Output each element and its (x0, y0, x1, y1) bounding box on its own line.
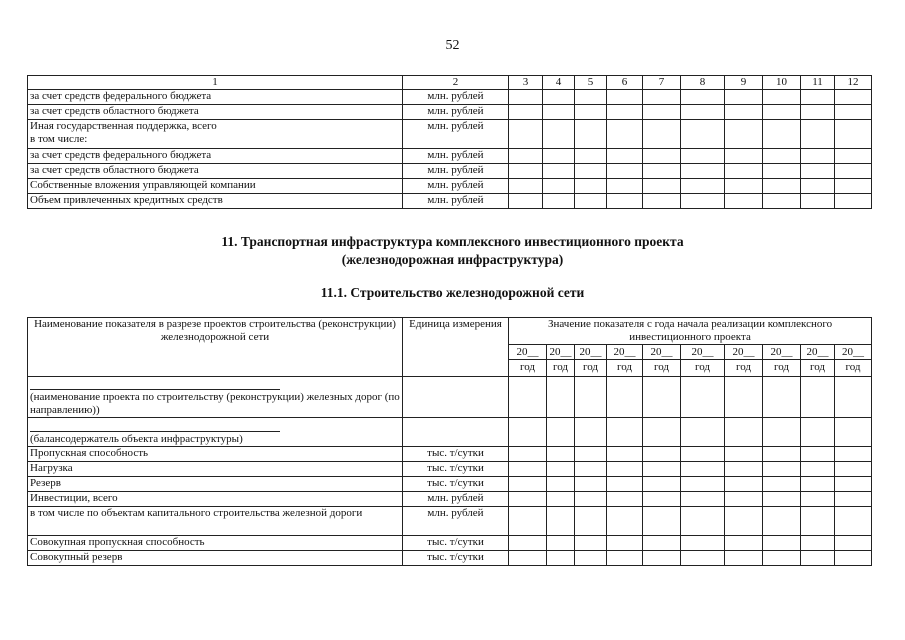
table-row (28, 477, 872, 492)
column-number: 7 (643, 76, 681, 90)
railway-table (27, 317, 872, 566)
row-label: за счет средств областного бюджета (28, 164, 403, 179)
column-number: 3 (509, 76, 543, 90)
table-row (28, 492, 872, 507)
row-unit: млн. рублей (403, 120, 509, 149)
row-unit: тыс. т/сутки (403, 462, 509, 477)
row-label: за счет средств федерального бюджета (28, 90, 403, 105)
row-unit: млн. рублей (403, 194, 509, 209)
row-unit: млн. рублей (403, 179, 509, 194)
project-name-label: (наименование проекта по строительству (реконструкции) железных дорог (по направлению)) (28, 377, 403, 418)
column-number: 5 (575, 76, 607, 90)
column-number: 4 (543, 76, 575, 90)
row-unit: млн. рублей (403, 492, 509, 507)
row-unit: тыс. т/сутки (403, 536, 509, 551)
table-row (28, 447, 872, 462)
row-label: Пропускная способность (28, 447, 403, 462)
column-number: 2 (403, 76, 509, 90)
table-row (28, 164, 872, 179)
table-row (28, 149, 872, 164)
table-row (28, 179, 872, 194)
table-row (28, 105, 872, 120)
row-label: Совокупный резерв (28, 551, 403, 566)
year-header: 20__ год (801, 345, 835, 377)
budget-table (27, 75, 872, 209)
row-label: Нагрузка (28, 462, 403, 477)
row-label: за счет средств областного бюджета (28, 105, 403, 120)
row-label: Объем привлеченных кредитных средств (28, 194, 403, 209)
row-unit: тыс. т/сутки (403, 477, 509, 492)
column-number: 9 (725, 76, 763, 90)
row-label: Собственные вложения управляющей компании (28, 179, 403, 194)
row-label: Совокупная пропускная способность (28, 536, 403, 551)
row-unit: тыс. т/сутки (403, 447, 509, 462)
table-row (28, 536, 872, 551)
column-number: 10 (763, 76, 801, 90)
table-header-row (28, 318, 872, 345)
table-row (28, 194, 872, 209)
table-row (28, 90, 872, 105)
table-row (28, 462, 872, 477)
table-row (28, 551, 872, 566)
row-unit: млн. рублей (403, 149, 509, 164)
row-unit: млн. рублей (403, 507, 509, 536)
table-row (28, 507, 872, 536)
row-unit: млн. рублей (403, 105, 509, 120)
row-label: Резерв (28, 477, 403, 492)
row-label: в том числе по объектам капитального строительства железной дороги (28, 507, 403, 536)
owner-row (28, 418, 872, 447)
row-label: за счет средств федерального бюджета (28, 149, 403, 164)
column-number: 1 (28, 76, 403, 90)
year-header: 20__ год (607, 345, 643, 377)
year-header: 20__ год (643, 345, 681, 377)
year-header: 20__ год (725, 345, 763, 377)
indicator-name-header: Наименование показателя в разрезе проектов строительства (реконструкции) железнодорожной сети (28, 318, 403, 377)
section-title: 11. Транспортная инфраструктура комплексного инвестиционного проекта (железнодорожная инфраструктура) (221, 234, 684, 267)
row-unit: тыс. т/сутки (403, 551, 509, 566)
year-header: 20__ год (681, 345, 725, 377)
year-header: 20__ год (509, 345, 547, 377)
subsection-title: 11.1. Строительство железнодорожной сети (320, 285, 585, 300)
column-number: 11 (801, 76, 835, 90)
row-label: Иная государственная поддержка, всего в том числе: (28, 120, 403, 149)
year-header: 20__ год (835, 345, 872, 377)
row-unit: млн. рублей (403, 164, 509, 179)
column-number: 6 (607, 76, 643, 90)
project-name-row (28, 377, 872, 418)
row-label: Инвестиции, всего (28, 492, 403, 507)
values-header: Значение показателя с года начала реализации комплексного инвестиционного проекта (509, 318, 872, 345)
column-number: 8 (681, 76, 725, 90)
table-row (28, 120, 872, 149)
owner-label: (балансодержатель объекта инфраструктуры) (28, 418, 403, 447)
page-number: 52 (445, 38, 460, 53)
year-header: 20__ год (763, 345, 801, 377)
row-unit: млн. рублей (403, 90, 509, 105)
year-header: 20__ год (547, 345, 575, 377)
unit-header: Единица измерения (403, 318, 509, 377)
year-header: 20__ год (575, 345, 607, 377)
column-number: 12 (835, 76, 872, 90)
table-header-row (28, 76, 872, 90)
